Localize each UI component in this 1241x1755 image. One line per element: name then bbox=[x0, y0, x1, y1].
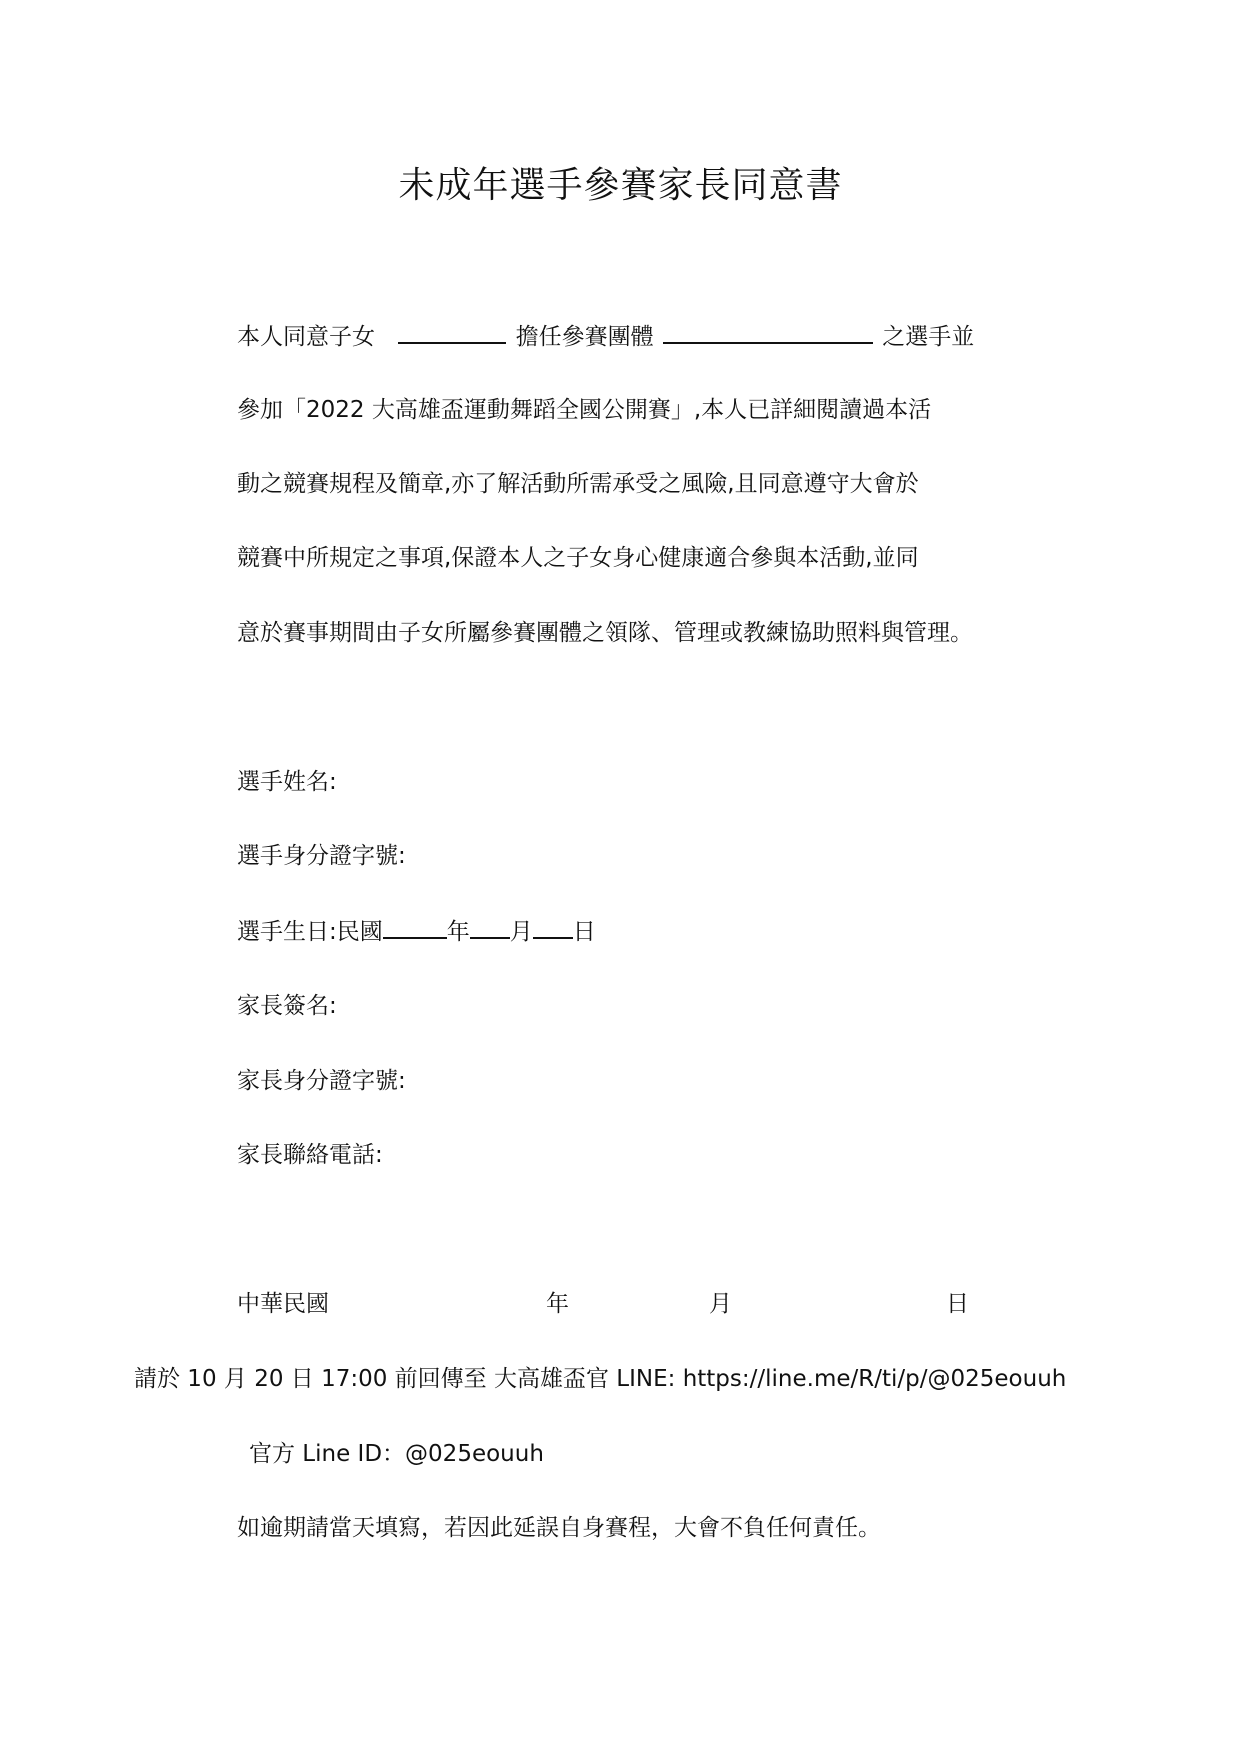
birth-day-label: 日 bbox=[572, 919, 596, 945]
birth-month-label: 月 bbox=[509, 919, 533, 945]
athlete-birthday-field bbox=[237, 915, 596, 948]
late-notice: 如逾期請當天填寫，若因此延誤自身賽程，大會不負任何責任。 bbox=[237, 1515, 881, 1541]
birth-day-blank[interactable] bbox=[533, 915, 573, 939]
paragraph-line-1 bbox=[237, 320, 974, 353]
paragraph-line-3: 動之競賽規程及簡章,亦了解活動所需承受之風險,且同意遵守大會於 bbox=[237, 471, 919, 497]
team-name-blank[interactable] bbox=[663, 320, 873, 344]
parent-phone-field[interactable]: 家長聯絡電話: bbox=[237, 1142, 383, 1168]
consent-text-start: 本人同意子女 bbox=[237, 324, 375, 350]
page-title: 未成年選手參賽家長同意書 bbox=[398, 165, 843, 206]
athlete-id-field[interactable]: 選手身分證字號: bbox=[237, 843, 406, 869]
child-name-blank[interactable] bbox=[398, 320, 506, 344]
date-era-label: 中華民國 bbox=[237, 1291, 329, 1317]
consent-text-end: 之選手並 bbox=[882, 324, 975, 350]
parent-signature-field[interactable]: 家長簽名: bbox=[237, 993, 337, 1019]
date-month-label: 月 bbox=[709, 1291, 732, 1317]
submission-notice[interactable]: 請於 10 月 20 日 17:00 前回傳至 大高雄盃官 LINE: https://line.me/R/ti/p/@025eouuh bbox=[134, 1366, 1067, 1392]
birth-month-blank[interactable] bbox=[470, 915, 510, 939]
date-day-label: 日 bbox=[946, 1291, 969, 1317]
parent-id-field[interactable]: 家長身分證字號: bbox=[237, 1068, 406, 1094]
consent-text-team: 擔任參賽團體 bbox=[515, 324, 654, 350]
paragraph-line-5: 意於賽事期間由子女所屬參賽團體之領隊、管理或教練協助照料與管理。 bbox=[237, 620, 973, 646]
birthday-label: 選手生日:民國 bbox=[237, 919, 383, 945]
athlete-name-field[interactable]: 選手姓名: bbox=[237, 769, 337, 795]
paragraph-line-2: 參加「2022 大高雄盃運動舞蹈全國公開賽」,本人已詳細閱讀過本活 bbox=[237, 397, 932, 423]
paragraph-line-4: 競賽中所規定之事項,保證本人之子女身心健康適合參與本活動,並同 bbox=[237, 545, 919, 571]
birth-year-blank[interactable] bbox=[383, 915, 447, 939]
official-line-id: 官方 Line ID：@025eouuh bbox=[249, 1441, 544, 1467]
date-year-label: 年 bbox=[546, 1291, 569, 1317]
birth-year-label: 年 bbox=[446, 919, 470, 945]
